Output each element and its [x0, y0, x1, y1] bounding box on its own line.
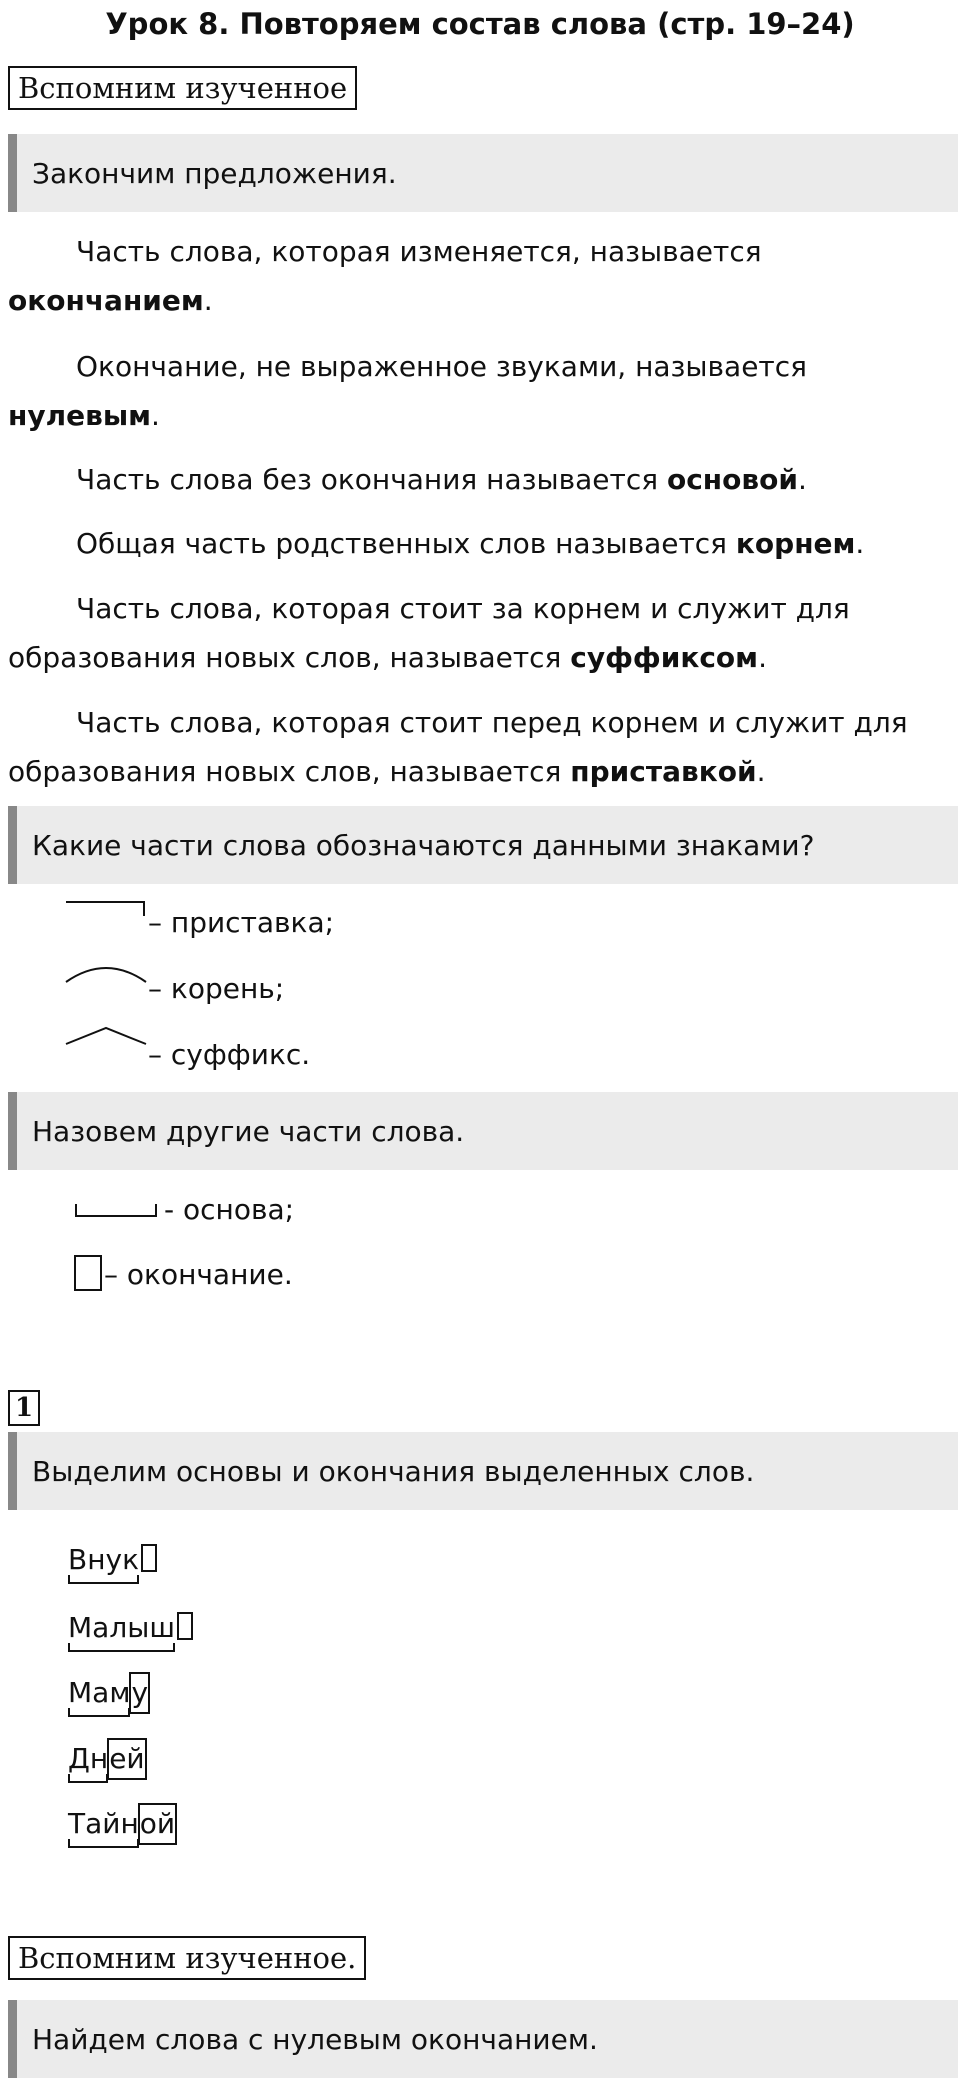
task-band-exercise1 [8, 1432, 958, 1510]
task-band-other [8, 1092, 958, 1170]
base-mark-icon [72, 1198, 162, 1222]
definition-text: Часть слова, которая изменяется, называется [76, 235, 762, 268]
definition-answer: основой [666, 463, 798, 496]
task-band-marks [8, 806, 958, 884]
mark-label-base: - основа; [164, 1193, 295, 1226]
mark-label-ending: – окончание. [104, 1258, 293, 1291]
definition-text: Окончание, не выраженное звуками, называется [76, 350, 807, 383]
definition-base: Часть слова без окончания называется основой. [76, 463, 807, 496]
definition-zero-ending: Окончание, не выраженное звуками, называется нулевым. [8, 350, 807, 432]
word-item [68, 1739, 146, 1779]
definition-answer: окончанием [8, 284, 204, 317]
definition-answer: суффиксом [570, 641, 759, 674]
word-item [68, 1608, 193, 1648]
definition-text: Общая часть родственных слов называется [76, 527, 736, 560]
exercise-number: 1 [8, 1390, 40, 1426]
zero-ending-mark-icon [141, 1544, 157, 1572]
mark-label-prefix: – приставка; [148, 906, 335, 939]
ending-mark-icon [74, 1255, 102, 1291]
word-item [68, 1673, 149, 1713]
section-label: Вспомним изученное [8, 66, 357, 110]
word-item [68, 1804, 176, 1844]
definition-answer: корнем [735, 527, 856, 560]
zero-ending-mark-icon [177, 1612, 193, 1640]
word-base: Малыш [68, 1608, 175, 1648]
word-base: Мам [68, 1673, 130, 1713]
word-ending: ей [108, 1739, 145, 1779]
word-base: Тайн [68, 1804, 139, 1844]
word-base: Дн [68, 1739, 108, 1779]
task-band-finish [8, 134, 958, 212]
definition-prefix: Часть слова, которая стоит перед корнем и служит для образования новых слов, называется приставкой. [8, 706, 908, 788]
task-text: Найдем слова с нулевым окончанием. [32, 2022, 598, 2056]
prefix-mark-icon [62, 896, 152, 920]
task-text: Закончим предложения. [32, 156, 397, 190]
mark-label-suffix: – суффикс. [148, 1038, 311, 1071]
task-band-zero-ending [8, 2000, 958, 2078]
root-mark-icon [62, 960, 152, 988]
task-text: Какие части слова обозначаются данными знаками? [32, 828, 815, 862]
definition-text: Часть слова, которая стоит за корнем и служит для образования новых слов, называется [8, 592, 850, 674]
word-ending: ой [139, 1804, 176, 1844]
word-item [68, 1540, 157, 1580]
definition-answer: нулевым [8, 399, 152, 432]
definition-suffix: Часть слова, которая стоит за корнем и служит для образования новых слов, называется суффиксом. [8, 592, 850, 674]
page-title: Урок 8. Повторяем состав слова (стр. 19–24) [105, 7, 855, 41]
definition-text: Часть слова без окончания называется [76, 463, 667, 496]
definition-text: Часть слова, которая стоит перед корнем и служит для образования новых слов, называется [8, 706, 908, 788]
suffix-mark-icon [62, 1024, 152, 1052]
word-ending: у [130, 1673, 149, 1713]
word-base: Внук [68, 1540, 139, 1580]
definition-answer: приставкой [570, 755, 757, 788]
task-text: Назовем другие части слова. [32, 1114, 465, 1148]
definition-root: Общая часть родственных слов называется корнем. [76, 527, 865, 560]
definition-ending: Часть слова, которая изменяется, называется окончанием. [8, 235, 762, 317]
mark-label-root: – корень; [148, 972, 285, 1005]
task-text: Выделим основы и окончания выделенных слов. [32, 1454, 755, 1488]
section-label: Вспомним изученное. [8, 1936, 366, 1980]
